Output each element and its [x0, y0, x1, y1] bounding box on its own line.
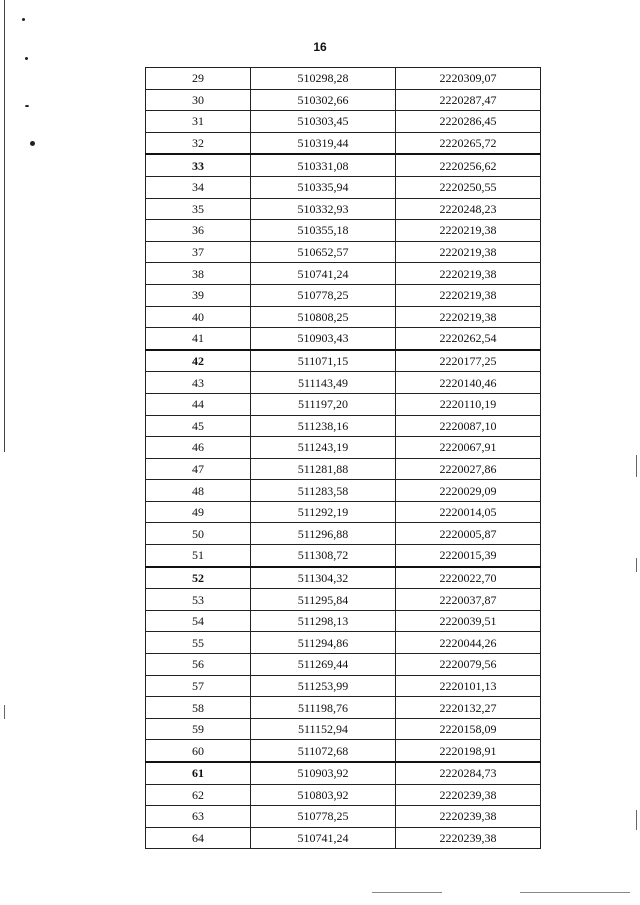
table-row [146, 632, 541, 654]
x-coordinate-cell: 511072,68 [251, 740, 396, 762]
table-row [146, 501, 541, 523]
table-row [146, 740, 541, 762]
scan-edge-mark [4, 705, 5, 719]
x-coordinate-cell: 511298,13 [251, 610, 396, 632]
x-coordinate-cell: 511269,44 [251, 654, 396, 676]
table-row [146, 589, 541, 611]
point-number-cell: 49 [146, 501, 251, 523]
x-coordinate-cell: 510741,24 [251, 263, 396, 285]
footer-rule [372, 892, 442, 893]
x-coordinate-cell: 510335,94 [251, 176, 396, 198]
table-row [146, 328, 541, 350]
y-coordinate-cell: 2220219,38 [396, 220, 541, 242]
x-coordinate-cell: 511304,32 [251, 567, 396, 589]
table-row [146, 458, 541, 480]
x-coordinate-cell: 510302,66 [251, 89, 396, 111]
x-coordinate-cell: 510903,92 [251, 762, 396, 784]
scan-mark-dot [25, 105, 29, 107]
point-number-cell: 61 [146, 762, 251, 784]
point-number-cell: 46 [146, 437, 251, 459]
scan-mark-dot [22, 18, 25, 21]
x-coordinate-cell: 511243,19 [251, 437, 396, 459]
table-row [146, 198, 541, 220]
x-coordinate-cell: 510298,28 [251, 68, 396, 90]
x-coordinate-cell: 511071,15 [251, 350, 396, 372]
table-row [146, 176, 541, 198]
table-row [146, 523, 541, 545]
point-number-cell: 32 [146, 132, 251, 154]
point-number-cell: 41 [146, 328, 251, 350]
y-coordinate-cell: 2220284,73 [396, 762, 541, 784]
point-number-cell: 38 [146, 263, 251, 285]
y-coordinate-cell: 2220101,13 [396, 675, 541, 697]
table-row [146, 827, 541, 849]
point-number-cell: 62 [146, 784, 251, 806]
point-number-cell: 42 [146, 350, 251, 372]
y-coordinate-cell: 2220239,38 [396, 806, 541, 828]
x-coordinate-cell: 510903,43 [251, 328, 396, 350]
y-coordinate-cell: 2220287,47 [396, 89, 541, 111]
table-row [146, 263, 541, 285]
table-row [146, 610, 541, 632]
scan-mark-dot [30, 141, 35, 146]
x-coordinate-cell: 511197,20 [251, 393, 396, 415]
table-row [146, 437, 541, 459]
y-coordinate-cell: 2220015,39 [396, 545, 541, 567]
scan-mark-dot [25, 57, 28, 60]
x-coordinate-cell: 511143,49 [251, 372, 396, 394]
table-row [146, 784, 541, 806]
y-coordinate-cell: 2220219,38 [396, 241, 541, 263]
table-row [146, 220, 541, 242]
x-coordinate-cell: 511198,76 [251, 697, 396, 719]
y-coordinate-cell: 2220158,09 [396, 718, 541, 740]
x-coordinate-cell: 511281,88 [251, 458, 396, 480]
point-number-cell: 47 [146, 458, 251, 480]
table-row [146, 154, 541, 176]
table-row [146, 718, 541, 740]
y-coordinate-cell: 2220265,72 [396, 132, 541, 154]
y-coordinate-cell: 2220037,87 [396, 589, 541, 611]
point-number-cell: 52 [146, 567, 251, 589]
point-number-cell: 39 [146, 284, 251, 306]
y-coordinate-cell: 2220219,38 [396, 306, 541, 328]
point-number-cell: 35 [146, 198, 251, 220]
point-number-cell: 29 [146, 68, 251, 90]
coordinates-table-body [146, 68, 541, 849]
x-coordinate-cell: 511238,16 [251, 415, 396, 437]
table-row [146, 350, 541, 372]
point-number-cell: 51 [146, 545, 251, 567]
y-coordinate-cell: 2220286,45 [396, 111, 541, 133]
point-number-cell: 56 [146, 654, 251, 676]
point-number-cell: 44 [146, 393, 251, 415]
y-coordinate-cell: 2220027,86 [396, 458, 541, 480]
point-number-cell: 63 [146, 806, 251, 828]
y-coordinate-cell: 2220022,70 [396, 567, 541, 589]
y-coordinate-cell: 2220005,87 [396, 523, 541, 545]
x-coordinate-cell: 510778,25 [251, 284, 396, 306]
scan-edge-mark [636, 558, 637, 572]
table-row [146, 89, 541, 111]
table-row [146, 654, 541, 676]
x-coordinate-cell: 511294,86 [251, 632, 396, 654]
point-number-cell: 55 [146, 632, 251, 654]
x-coordinate-cell: 510331,08 [251, 154, 396, 176]
x-coordinate-cell: 510808,25 [251, 306, 396, 328]
x-coordinate-cell: 511292,19 [251, 501, 396, 523]
table-row [146, 372, 541, 394]
y-coordinate-cell: 2220239,38 [396, 784, 541, 806]
point-number-cell: 48 [146, 480, 251, 502]
x-coordinate-cell: 510319,44 [251, 132, 396, 154]
y-coordinate-cell: 2220262,54 [396, 328, 541, 350]
point-number-cell: 54 [146, 610, 251, 632]
point-number-cell: 45 [146, 415, 251, 437]
point-number-cell: 59 [146, 718, 251, 740]
x-coordinate-cell: 510803,92 [251, 784, 396, 806]
table-row [146, 806, 541, 828]
point-number-cell: 64 [146, 827, 251, 849]
coordinates-table [145, 67, 541, 849]
y-coordinate-cell: 2220250,55 [396, 176, 541, 198]
table-row [146, 306, 541, 328]
y-coordinate-cell: 2220044,26 [396, 632, 541, 654]
point-number-cell: 60 [146, 740, 251, 762]
table-row [146, 480, 541, 502]
y-coordinate-cell: 2220219,38 [396, 284, 541, 306]
x-coordinate-cell: 510741,24 [251, 827, 396, 849]
y-coordinate-cell: 2220177,25 [396, 350, 541, 372]
point-number-cell: 50 [146, 523, 251, 545]
x-coordinate-cell: 511296,88 [251, 523, 396, 545]
x-coordinate-cell: 511152,94 [251, 718, 396, 740]
table-row [146, 132, 541, 154]
point-number-cell: 36 [146, 220, 251, 242]
y-coordinate-cell: 2220309,07 [396, 68, 541, 90]
table-row [146, 415, 541, 437]
table-row [146, 393, 541, 415]
x-coordinate-cell: 511283,58 [251, 480, 396, 502]
point-number-cell: 53 [146, 589, 251, 611]
table-row [146, 284, 541, 306]
x-coordinate-cell: 511253,99 [251, 675, 396, 697]
y-coordinate-cell: 2220067,91 [396, 437, 541, 459]
y-coordinate-cell: 2220039,51 [396, 610, 541, 632]
table-row [146, 675, 541, 697]
footer-rule [520, 892, 630, 893]
y-coordinate-cell: 2220248,23 [396, 198, 541, 220]
page-number: 16 [313, 40, 327, 54]
y-coordinate-cell: 2220079,56 [396, 654, 541, 676]
x-coordinate-cell: 511308,72 [251, 545, 396, 567]
point-number-cell: 40 [146, 306, 251, 328]
table-row [146, 111, 541, 133]
table-row [146, 68, 541, 90]
scan-edge-mark [636, 455, 637, 477]
x-coordinate-cell: 510652,57 [251, 241, 396, 263]
point-number-cell: 33 [146, 154, 251, 176]
point-number-cell: 37 [146, 241, 251, 263]
table-row [146, 697, 541, 719]
y-coordinate-cell: 2220256,62 [396, 154, 541, 176]
table-row [146, 545, 541, 567]
point-number-cell: 34 [146, 176, 251, 198]
left-page-border [4, 0, 5, 452]
x-coordinate-cell: 510332,93 [251, 198, 396, 220]
y-coordinate-cell: 2220219,38 [396, 263, 541, 285]
point-number-cell: 57 [146, 675, 251, 697]
y-coordinate-cell: 2220087,10 [396, 415, 541, 437]
x-coordinate-cell: 510355,18 [251, 220, 396, 242]
table-row [146, 567, 541, 589]
y-coordinate-cell: 2220132,27 [396, 697, 541, 719]
y-coordinate-cell: 2220198,91 [396, 740, 541, 762]
y-coordinate-cell: 2220140,46 [396, 372, 541, 394]
y-coordinate-cell: 2220014,05 [396, 501, 541, 523]
x-coordinate-cell: 511295,84 [251, 589, 396, 611]
x-coordinate-cell: 510778,25 [251, 806, 396, 828]
y-coordinate-cell: 2220239,38 [396, 827, 541, 849]
point-number-cell: 31 [146, 111, 251, 133]
y-coordinate-cell: 2220029,09 [396, 480, 541, 502]
table-row [146, 762, 541, 784]
table-row [146, 241, 541, 263]
point-number-cell: 30 [146, 89, 251, 111]
y-coordinate-cell: 2220110,19 [396, 393, 541, 415]
scan-edge-mark [636, 810, 637, 830]
point-number-cell: 43 [146, 372, 251, 394]
point-number-cell: 58 [146, 697, 251, 719]
x-coordinate-cell: 510303,45 [251, 111, 396, 133]
